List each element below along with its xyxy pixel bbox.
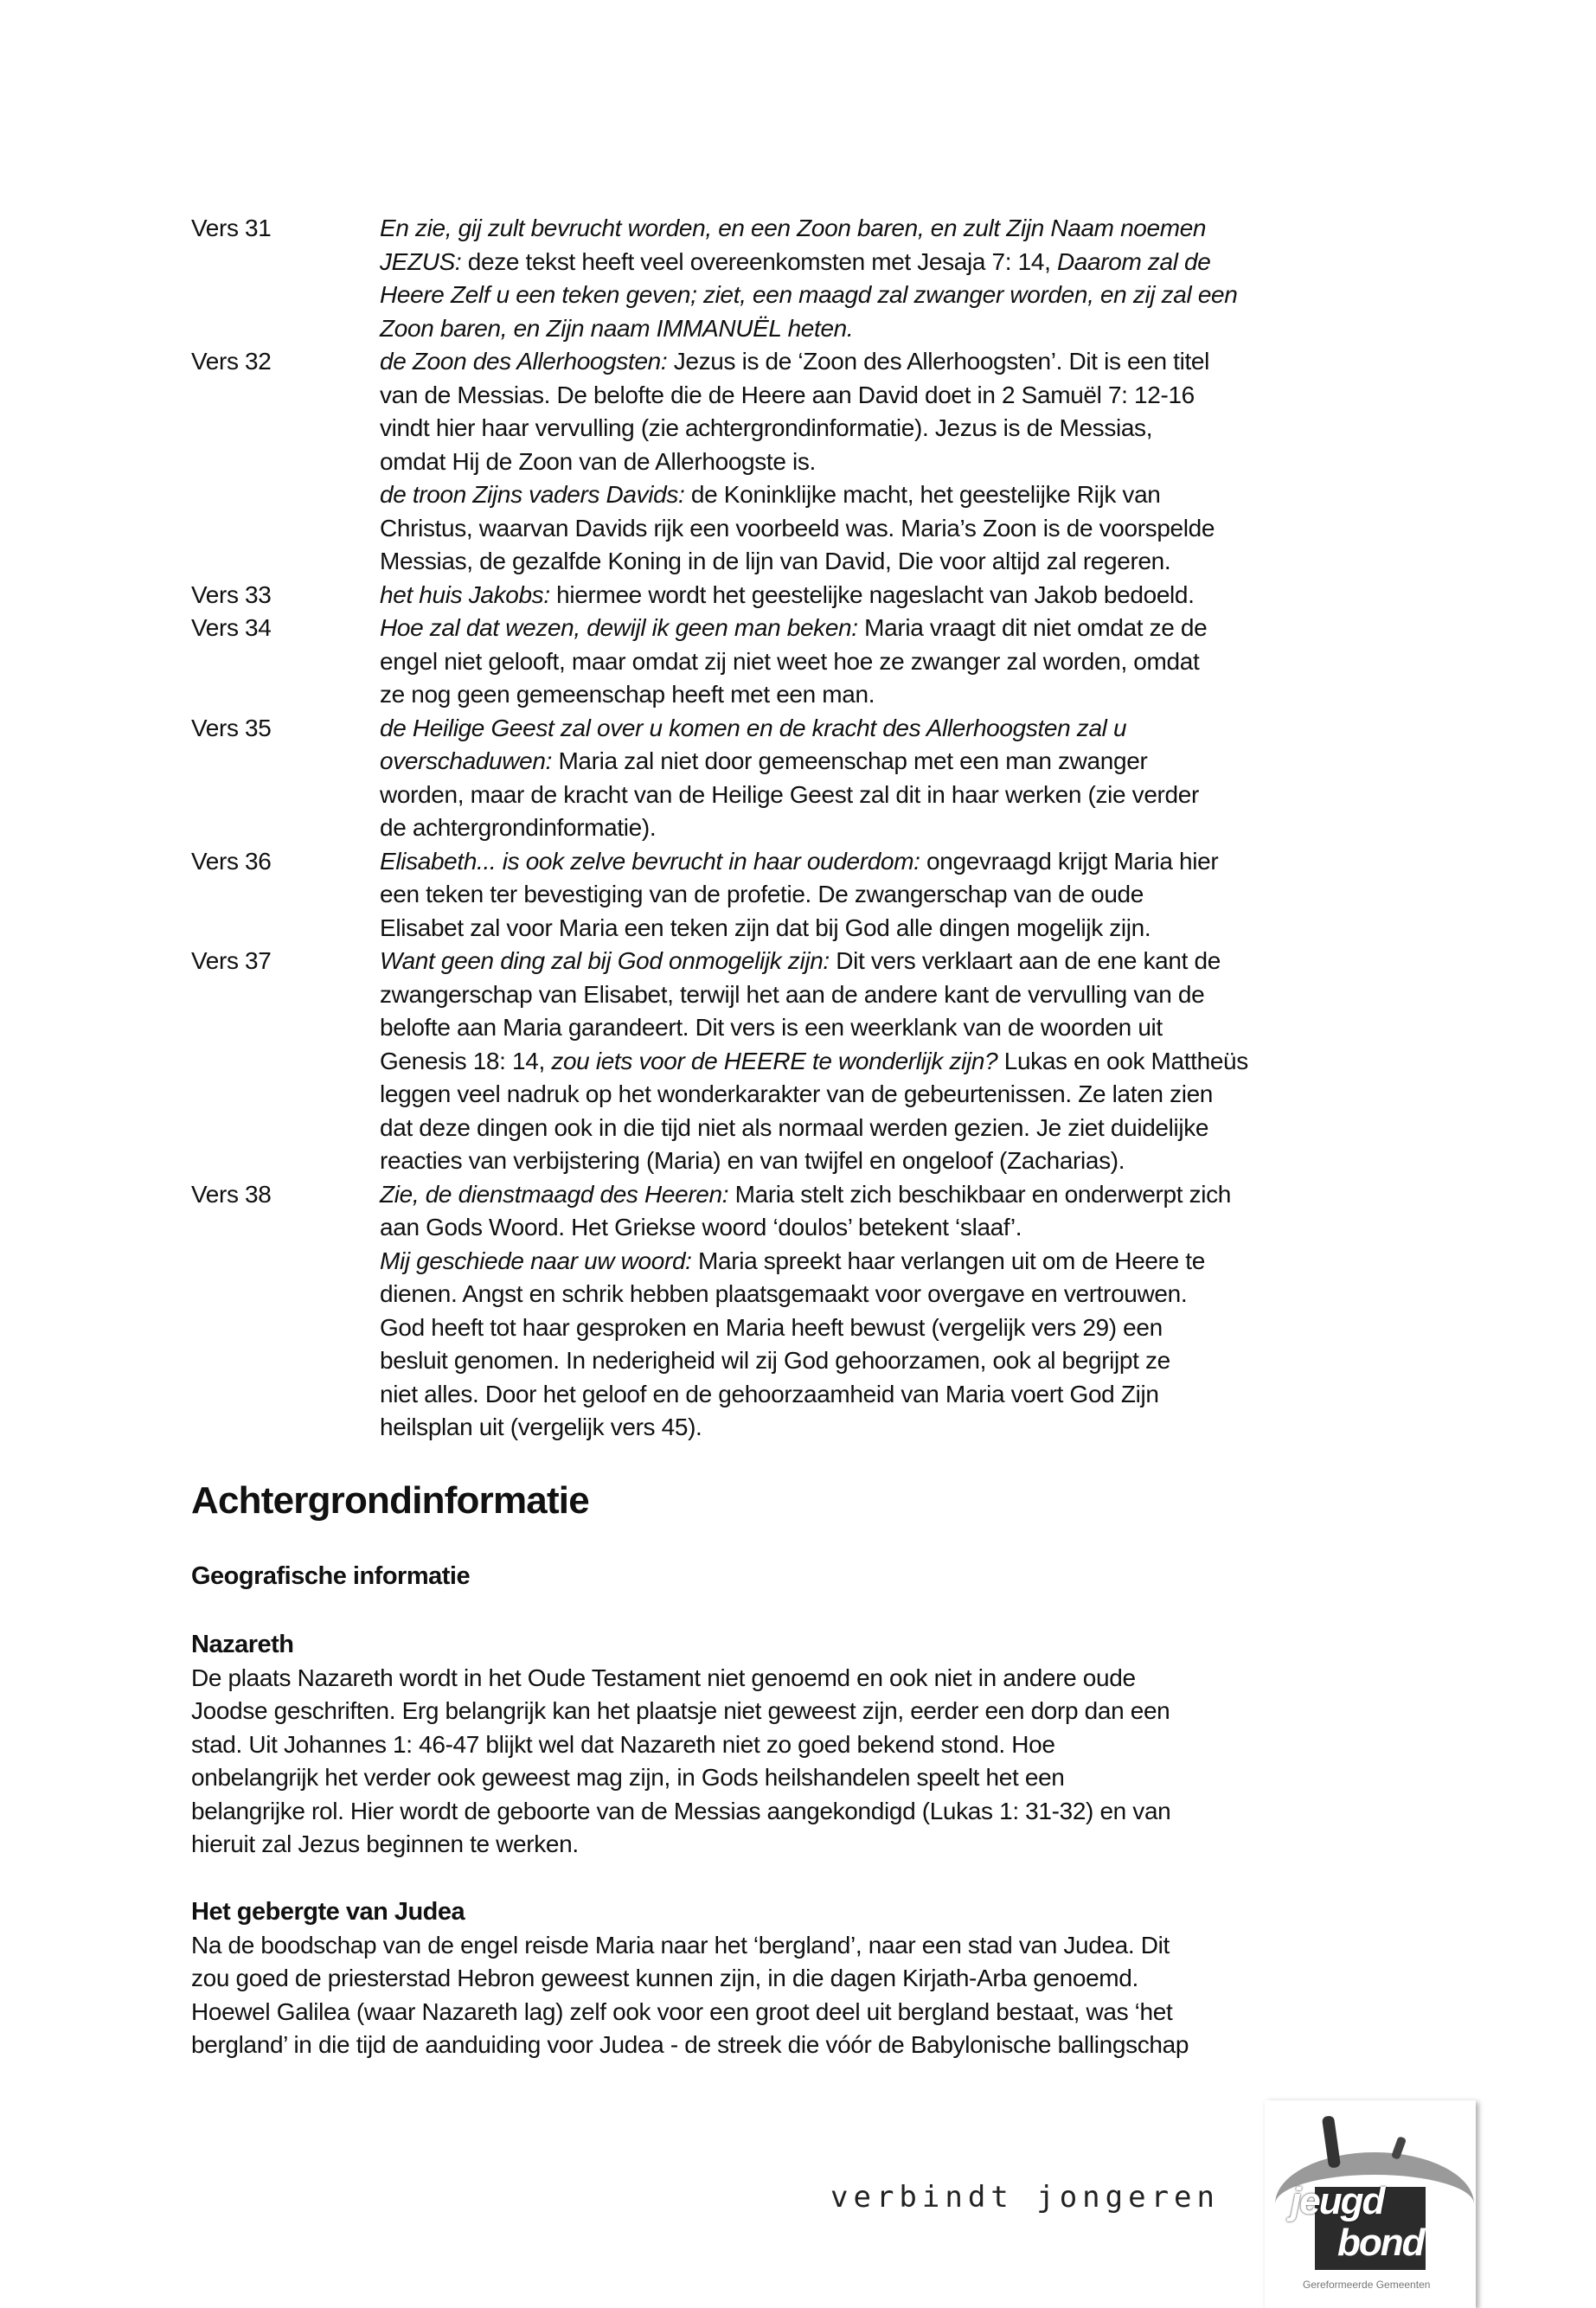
text-line — [380, 279, 1445, 312]
jeugdbond-logo — [1265, 2100, 1476, 2308]
text-line — [380, 1011, 1445, 1045]
text-line — [380, 1344, 1445, 1378]
text-line — [380, 1078, 1445, 1112]
text-line — [380, 212, 1445, 246]
verse-label: Vers 33 — [191, 580, 272, 608]
quoted-scripture: JEZUS: — [380, 247, 462, 275]
commentary-text: worden, maar de kracht van de Heilige Geest zal dit in haar werken (zie verder — [380, 780, 1199, 808]
commentary-text: aan Gods Woord. Het Griekse woord ‘doulos’ betekent ‘slaaf’. — [380, 1214, 1022, 1241]
commentary-text: engel niet gelooft, maar omdat zij niet weet hoe ze zwanger zal worden, omdat — [380, 647, 1200, 675]
quoted-scripture: de troon Zijns vaders Davids: — [380, 481, 685, 508]
verse-label: Vers 36 — [191, 847, 272, 875]
text-line — [380, 1278, 1445, 1311]
text-line — [380, 579, 1445, 612]
text-line — [380, 345, 1445, 379]
paragraph-line: belangrijke rol. Hier wordt de geboorte van de Messias aangekondigd (Lukas 1: 31-32) en van — [191, 1797, 1171, 1824]
verse-label: Vers 32 — [191, 348, 272, 375]
text-line — [380, 379, 1445, 413]
quoted-scripture: Zoon baren, en Zijn naam IMMANUËL heten. — [380, 314, 854, 342]
paragraph-line: Na de boodschap van de engel reisde Maria naar het ‘bergland’, naar een stad van Judea. Dit — [191, 1931, 1170, 1959]
quoted-scripture: de Heilige Geest zal over u komen en de kracht des Allerhoogsten zal u — [380, 714, 1127, 741]
commentary-text: dienen. Angst en schrik hebben plaatsgemaakt voor overgave en vertrouwen. — [380, 1280, 1188, 1307]
commentary-text: een teken ter bevestiging van de profetie. De zwangerschap van de oude — [380, 881, 1144, 907]
commentary-text: besluit genomen. In nederigheid wil zij God gehoorzamen, ook al begrijpt ze — [380, 1347, 1170, 1374]
text-line — [380, 1378, 1445, 1412]
commentary-text: Elisabet zal voor Maria een teken zijn dat bij God alle dingen mogelijk zijn. — [380, 914, 1151, 941]
quoted-scripture: de Zoon des Allerhoogsten: — [380, 348, 668, 375]
commentary-text: de achtergrondinformatie). — [380, 814, 657, 841]
verse-text — [380, 712, 1445, 845]
paragraph-line: hieruit zal Jezus beginnen te werken. — [191, 1830, 579, 1857]
quoted-scripture: Heere Zelf u een teken geven; ziet, een maagd zal zwanger worden, en zij zal een — [380, 281, 1238, 308]
paragraph-line: zou goed de priesterstad Hebron geweest kunnen zijn, in die dagen Kirjath-Arba genoemd. — [191, 1965, 1138, 1991]
text-line — [380, 1311, 1445, 1345]
paragraph-line: De plaats Nazareth wordt in het Oude Testament niet genoemd en ook niet in andere oude — [191, 1664, 1136, 1691]
text-line — [380, 1411, 1445, 1445]
slogan-text: verbindt jongeren — [830, 2180, 1220, 2215]
quoted-scripture: Daarom zal de — [1056, 247, 1211, 275]
text-line — [380, 1144, 1445, 1178]
verse-text — [380, 579, 1445, 612]
verse-label: Vers 38 — [191, 1180, 272, 1208]
verse-text — [380, 845, 1445, 946]
quoted-scripture: overschaduwen: — [380, 747, 553, 774]
verse-entry — [191, 945, 1445, 1178]
verse-entry — [191, 1178, 1445, 1445]
text-line — [380, 745, 1445, 779]
section-title: Nazareth — [191, 1631, 294, 1658]
verse-entry — [191, 212, 1445, 345]
quoted-scripture: Elisabeth... is ook zelve bevrucht in haar ouderdom: — [380, 847, 920, 875]
verse-label: Vers 34 — [191, 614, 272, 641]
text-line — [380, 312, 1445, 346]
text-line — [380, 1178, 1445, 1212]
commentary-text: de Koninklijke macht, het geestelijke Rijk van — [684, 481, 1161, 508]
text-line — [380, 878, 1445, 912]
verse-text — [380, 945, 1445, 1178]
commentary-text: belofte aan Maria garandeert. Dit vers is een weerklank van de woorden uit — [380, 1014, 1163, 1041]
commentary-text: hiermee wordt het geestelijke nageslacht van Jakob bedoeld. — [549, 580, 1195, 608]
commentary-text: God heeft tot haar gesproken en Maria heeft bewust (vergelijk vers 29) een — [380, 1313, 1163, 1341]
commentary-text: Maria zal niet door gemeenschap met een man zwanger — [552, 747, 1148, 774]
text-line — [380, 645, 1445, 679]
commentary-text: Genesis 18: 14, — [380, 1047, 552, 1074]
paragraph-line: Hoewel Galilea (waar Nazareth lag) zelf ook voor een groot deel uit bergland bestaat, was ‘het — [191, 1997, 1173, 2025]
logo-word: bond — [1337, 2221, 1424, 2264]
verse-entry — [191, 345, 1445, 579]
commentary-text: ze nog geen gemeenschap heeft met een man. — [380, 681, 875, 708]
quoted-scripture: En zie, gij zult bevrucht worden, en een Zoon baren, en zult Zijn Naam noemen — [380, 215, 1207, 241]
verse-entry — [191, 579, 1445, 612]
commentary-text: Jezus is de ‘Zoon des Allerhoogsten’. Dit is een titel — [667, 348, 1209, 375]
verse-label: Vers 37 — [191, 947, 272, 974]
verse-text — [380, 212, 1445, 345]
text-line — [380, 712, 1445, 746]
text-line — [380, 246, 1445, 279]
verse-commentary-list — [191, 212, 1445, 1445]
text-line — [380, 845, 1445, 879]
quoted-scripture: Want geen ding zal bij God onmogelijk zijn: — [380, 947, 830, 974]
verse-entry — [191, 612, 1445, 712]
commentary-text: van de Messias. De belofte die de Heere aan David doet in 2 Samuël 7: 12-16 — [380, 381, 1195, 408]
commentary-text: Messias, de gezalfde Koning in de lijn van David, Die voor altijd zal regeren. — [380, 548, 1171, 574]
text-line — [380, 1112, 1445, 1145]
text-line — [380, 512, 1445, 546]
commentary-text: deze tekst heeft veel overeenkomsten met Jesaja 7: 14, — [461, 247, 1057, 275]
text-line — [380, 945, 1445, 978]
quoted-scripture: Mij geschiede naar uw woord: — [380, 1247, 692, 1274]
quoted-scripture: Zie, de dienstmaagd des Heeren: — [380, 1180, 729, 1208]
verse-entry — [191, 712, 1445, 845]
paragraph-line: bergland’ in die tijd de aanduiding voor Judea - de streek die vóór de Babylonische ballingschap — [191, 2031, 1189, 2058]
section-nazareth — [191, 1628, 1445, 1862]
commentary-text: ongevraagd krijgt Maria hier — [920, 847, 1219, 875]
commentary-text: Maria vraagt dit niet omdat ze de — [857, 614, 1208, 641]
quoted-scripture: het huis Jakobs: — [380, 580, 550, 608]
paragraph-line: onbelangrijk het verder ook geweest mag zijn, in Gods heilshandelen speelt het een — [191, 1764, 1065, 1791]
commentary-text: leggen veel nadruk op het wonderkarakter van de gebeurtenissen. Ze laten zien — [380, 1080, 1214, 1107]
text-line — [380, 1245, 1445, 1279]
text-line — [380, 1045, 1445, 1079]
text-line — [380, 545, 1445, 579]
verse-text — [380, 345, 1445, 579]
commentary-text: Maria spreekt haar verlangen uit om de Heere te — [691, 1247, 1205, 1274]
commentary-text: heilsplan uit (vergelijk vers 45). — [380, 1414, 702, 1440]
logo-subtitle: Gereformeerde Gemeenten — [1303, 2279, 1431, 2291]
text-line — [380, 912, 1445, 946]
text-line — [380, 412, 1445, 446]
commentary-text: Maria stelt zich beschikbaar en onderwerpt zich — [728, 1180, 1231, 1208]
paragraph-line: Joodse geschriften. Erg belangrijk kan het plaatsje niet geweest zijn, eerder een dorp dan een — [191, 1697, 1170, 1724]
text-line — [380, 612, 1445, 645]
paragraph-line: stad. Uit Johannes 1: 46-47 blijkt wel dat Nazareth niet zo goed bekend stond. Hoe — [191, 1730, 1055, 1758]
subsection-heading: Geografische informatie — [191, 1562, 471, 1590]
text-line — [380, 446, 1445, 479]
verse-label: Vers 31 — [191, 215, 272, 241]
text-line — [380, 811, 1445, 845]
commentary-text: vindt hier haar vervulling (zie achtergrondinformatie). Jezus is de Messias, — [380, 414, 1153, 441]
verse-entry — [191, 845, 1445, 946]
commentary-text: dat deze dingen ook in die tijd niet als normaal werden gezien. Je ziet duidelijke — [380, 1113, 1209, 1141]
logo-word: jeugd — [1291, 2180, 1384, 2222]
section-gebergte-judea — [191, 1895, 1445, 2062]
commentary-text: omdat Hij de Zoon van de Allerhoogste is. — [380, 447, 816, 475]
commentary-text: niet alles. Door het geloof en de gehoorzaamheid van Maria voert God Zijn — [380, 1380, 1159, 1407]
commentary-text: zwangerschap van Elisabet, terwijl het aan de andere kant de vervulling van de — [380, 980, 1205, 1008]
quoted-scripture: zou iets voor de HEERE te wonderlijk zijn? — [551, 1047, 998, 1074]
text-line — [380, 779, 1445, 812]
section-title: Het gebergte van Judea — [191, 1898, 465, 1926]
commentary-text: Lukas en ook Mattheüs — [997, 1047, 1248, 1074]
quoted-scripture: Hoe zal dat wezen, dewijl ik geen man beken: — [380, 614, 858, 641]
verse-text — [380, 1178, 1445, 1445]
text-line — [380, 978, 1445, 1012]
section-heading: Achtergrondinformatie — [191, 1479, 589, 1522]
commentary-text: Dit vers verklaart aan de ene kant de — [829, 947, 1221, 974]
text-line — [380, 678, 1445, 712]
commentary-text: reacties van verbijstering (Maria) en van twijfel en ongeloof (Zacharias). — [380, 1147, 1125, 1174]
verse-label: Vers 35 — [191, 714, 272, 741]
text-line — [380, 1211, 1445, 1245]
verse-text — [380, 612, 1445, 712]
text-line — [380, 478, 1445, 512]
commentary-text: Christus, waarvan Davids rijk een voorbeeld was. Maria’s Zoon is de voorspelde — [380, 514, 1215, 542]
